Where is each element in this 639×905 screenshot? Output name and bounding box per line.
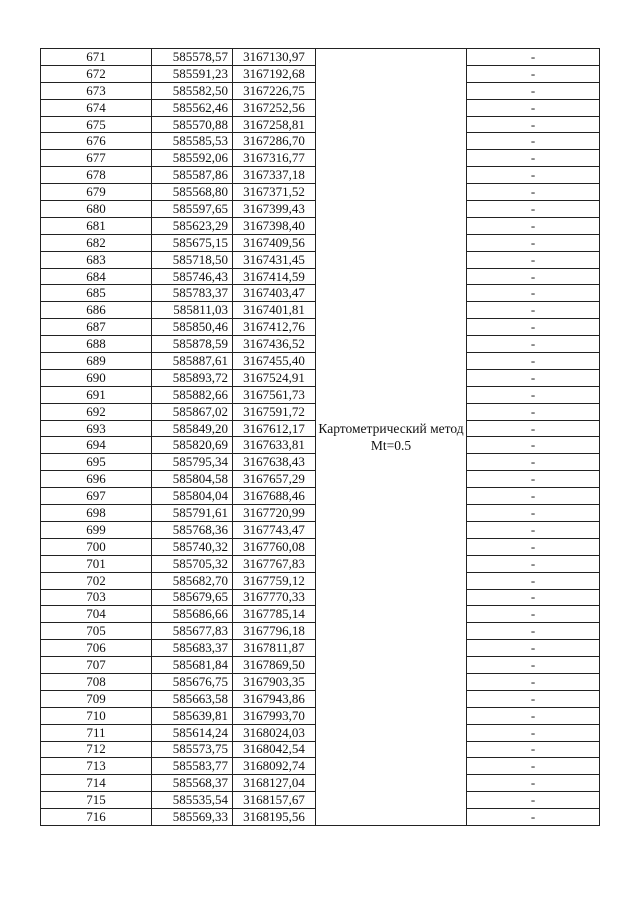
x-coordinate-cell: 585562,46 — [152, 99, 233, 116]
y-coordinate-cell: 3167657,29 — [233, 471, 316, 488]
point-number-cell: 688 — [41, 336, 152, 353]
point-number-cell: 697 — [41, 488, 152, 505]
x-coordinate-cell: 585663,58 — [152, 690, 233, 707]
y-coordinate-cell: 3167591,72 — [233, 403, 316, 420]
y-coordinate-cell: 3167743,47 — [233, 521, 316, 538]
note-cell: - — [467, 437, 600, 454]
y-coordinate-cell: 3167796,18 — [233, 623, 316, 640]
note-cell: - — [467, 217, 600, 234]
point-number-cell: 701 — [41, 555, 152, 572]
y-coordinate-cell: 3167785,14 — [233, 606, 316, 623]
y-coordinate-cell: 3167414,59 — [233, 268, 316, 285]
x-coordinate-cell: 585568,80 — [152, 184, 233, 201]
note-cell: - — [467, 150, 600, 167]
point-number-cell: 691 — [41, 386, 152, 403]
note-cell: - — [467, 116, 600, 133]
note-cell: - — [467, 201, 600, 218]
point-number-cell: 698 — [41, 505, 152, 522]
point-number-cell: 710 — [41, 707, 152, 724]
x-coordinate-cell: 585587,86 — [152, 167, 233, 184]
y-coordinate-cell: 3168157,67 — [233, 792, 316, 809]
note-cell: - — [467, 386, 600, 403]
point-number-cell: 714 — [41, 775, 152, 792]
note-cell: - — [467, 251, 600, 268]
x-coordinate-cell: 585568,37 — [152, 775, 233, 792]
x-coordinate-cell: 585811,03 — [152, 302, 233, 319]
x-coordinate-cell: 585878,59 — [152, 336, 233, 353]
y-coordinate-cell: 3168195,56 — [233, 809, 316, 826]
point-number-cell: 682 — [41, 234, 152, 251]
point-number-cell: 679 — [41, 184, 152, 201]
y-coordinate-cell: 3167903,35 — [233, 673, 316, 690]
note-cell: - — [467, 690, 600, 707]
note-cell: - — [467, 133, 600, 150]
note-cell: - — [467, 454, 600, 471]
point-number-cell: 708 — [41, 673, 152, 690]
note-cell: - — [467, 49, 600, 66]
point-number-cell: 671 — [41, 49, 152, 66]
x-coordinate-cell: 585783,37 — [152, 285, 233, 302]
y-coordinate-cell: 3167286,70 — [233, 133, 316, 150]
y-coordinate-cell: 3167638,43 — [233, 454, 316, 471]
note-cell: - — [467, 65, 600, 82]
y-coordinate-cell: 3167226,75 — [233, 82, 316, 99]
point-number-cell: 694 — [41, 437, 152, 454]
note-cell: - — [467, 538, 600, 555]
point-number-cell: 711 — [41, 724, 152, 741]
note-cell: - — [467, 82, 600, 99]
x-coordinate-cell: 585573,75 — [152, 741, 233, 758]
point-number-cell: 712 — [41, 741, 152, 758]
x-coordinate-cell: 585849,20 — [152, 420, 233, 437]
note-cell: - — [467, 623, 600, 640]
x-coordinate-cell: 585597,65 — [152, 201, 233, 218]
y-coordinate-cell: 3168024,03 — [233, 724, 316, 741]
y-coordinate-cell: 3167403,47 — [233, 285, 316, 302]
note-cell: - — [467, 369, 600, 386]
x-coordinate-cell: 585686,66 — [152, 606, 233, 623]
note-cell: - — [467, 505, 600, 522]
y-coordinate-cell: 3167943,86 — [233, 690, 316, 707]
y-coordinate-cell: 3167612,17 — [233, 420, 316, 437]
note-cell: - — [467, 268, 600, 285]
note-cell: - — [467, 792, 600, 809]
y-coordinate-cell: 3167371,52 — [233, 184, 316, 201]
x-coordinate-cell: 585585,53 — [152, 133, 233, 150]
note-cell: - — [467, 184, 600, 201]
y-coordinate-cell: 3167436,52 — [233, 336, 316, 353]
x-coordinate-cell: 585570,88 — [152, 116, 233, 133]
x-coordinate-cell: 585804,58 — [152, 471, 233, 488]
x-coordinate-cell: 585639,81 — [152, 707, 233, 724]
point-number-cell: 713 — [41, 758, 152, 775]
x-coordinate-cell: 585675,15 — [152, 234, 233, 251]
y-coordinate-cell: 3167431,45 — [233, 251, 316, 268]
point-number-cell: 675 — [41, 116, 152, 133]
note-cell: - — [467, 572, 600, 589]
point-number-cell: 716 — [41, 809, 152, 826]
point-number-cell: 683 — [41, 251, 152, 268]
point-number-cell: 692 — [41, 403, 152, 420]
y-coordinate-cell: 3167401,81 — [233, 302, 316, 319]
x-coordinate-cell: 585682,70 — [152, 572, 233, 589]
y-coordinate-cell: 3167811,87 — [233, 640, 316, 657]
x-coordinate-cell: 585882,66 — [152, 386, 233, 403]
note-cell: - — [467, 775, 600, 792]
point-number-cell: 674 — [41, 99, 152, 116]
note-cell: - — [467, 555, 600, 572]
x-coordinate-cell: 585893,72 — [152, 369, 233, 386]
note-cell: - — [467, 521, 600, 538]
point-number-cell: 676 — [41, 133, 152, 150]
x-coordinate-cell: 585569,33 — [152, 809, 233, 826]
coordinates-table — [40, 48, 600, 826]
y-coordinate-cell: 3168042,54 — [233, 741, 316, 758]
y-coordinate-cell: 3167252,56 — [233, 99, 316, 116]
point-number-cell: 703 — [41, 589, 152, 606]
x-coordinate-cell: 585867,02 — [152, 403, 233, 420]
y-coordinate-cell: 3167337,18 — [233, 167, 316, 184]
point-number-cell: 687 — [41, 319, 152, 336]
y-coordinate-cell: 3167633,81 — [233, 437, 316, 454]
point-number-cell: 707 — [41, 657, 152, 674]
y-coordinate-cell: 3167760,08 — [233, 538, 316, 555]
y-coordinate-cell: 3167316,77 — [233, 150, 316, 167]
point-number-cell: 677 — [41, 150, 152, 167]
y-coordinate-cell: 3167720,99 — [233, 505, 316, 522]
table-row — [41, 49, 600, 66]
y-coordinate-cell: 3167130,97 — [233, 49, 316, 66]
y-coordinate-cell: 3167869,50 — [233, 657, 316, 674]
y-coordinate-cell: 3167192,68 — [233, 65, 316, 82]
note-cell: - — [467, 420, 600, 437]
point-number-cell: 672 — [41, 65, 152, 82]
x-coordinate-cell: 585795,34 — [152, 454, 233, 471]
note-cell: - — [467, 640, 600, 657]
x-coordinate-cell: 585887,61 — [152, 353, 233, 370]
x-coordinate-cell: 585623,29 — [152, 217, 233, 234]
y-coordinate-cell: 3167398,40 — [233, 217, 316, 234]
x-coordinate-cell: 585592,06 — [152, 150, 233, 167]
y-coordinate-cell: 3167258,81 — [233, 116, 316, 133]
note-cell: - — [467, 758, 600, 775]
y-coordinate-cell: 3167770,33 — [233, 589, 316, 606]
note-cell: - — [467, 302, 600, 319]
point-number-cell: 700 — [41, 538, 152, 555]
y-coordinate-cell: 3168092,74 — [233, 758, 316, 775]
determination-method-cell: Картометрический метод Mt=0.5 — [316, 49, 467, 826]
point-number-cell: 673 — [41, 82, 152, 99]
y-coordinate-cell: 3167767,83 — [233, 555, 316, 572]
note-cell: - — [467, 353, 600, 370]
point-number-cell: 696 — [41, 471, 152, 488]
note-cell: - — [467, 167, 600, 184]
note-cell: - — [467, 234, 600, 251]
y-coordinate-cell: 3167409,56 — [233, 234, 316, 251]
point-number-cell: 709 — [41, 690, 152, 707]
point-number-cell: 705 — [41, 623, 152, 640]
note-cell: - — [467, 724, 600, 741]
note-cell: - — [467, 319, 600, 336]
x-coordinate-cell: 585791,61 — [152, 505, 233, 522]
point-number-cell: 690 — [41, 369, 152, 386]
y-coordinate-cell: 3167412,76 — [233, 319, 316, 336]
x-coordinate-cell: 585614,24 — [152, 724, 233, 741]
note-cell: - — [467, 809, 600, 826]
note-cell: - — [467, 285, 600, 302]
point-number-cell: 699 — [41, 521, 152, 538]
x-coordinate-cell: 585582,50 — [152, 82, 233, 99]
point-number-cell: 681 — [41, 217, 152, 234]
y-coordinate-cell: 3167399,43 — [233, 201, 316, 218]
x-coordinate-cell: 585740,32 — [152, 538, 233, 555]
note-cell: - — [467, 606, 600, 623]
y-coordinate-cell: 3167993,70 — [233, 707, 316, 724]
x-coordinate-cell: 585705,32 — [152, 555, 233, 572]
x-coordinate-cell: 585535,54 — [152, 792, 233, 809]
point-number-cell: 686 — [41, 302, 152, 319]
x-coordinate-cell: 585718,50 — [152, 251, 233, 268]
x-coordinate-cell: 585804,04 — [152, 488, 233, 505]
note-cell: - — [467, 488, 600, 505]
y-coordinate-cell: 3167524,91 — [233, 369, 316, 386]
note-cell: - — [467, 99, 600, 116]
y-coordinate-cell: 3167561,73 — [233, 386, 316, 403]
point-number-cell: 715 — [41, 792, 152, 809]
x-coordinate-cell: 585681,84 — [152, 657, 233, 674]
x-coordinate-cell: 585683,37 — [152, 640, 233, 657]
x-coordinate-cell: 585850,46 — [152, 319, 233, 336]
y-coordinate-cell: 3168127,04 — [233, 775, 316, 792]
point-number-cell: 685 — [41, 285, 152, 302]
point-number-cell: 678 — [41, 167, 152, 184]
coordinates-table-body — [41, 49, 600, 826]
note-cell: - — [467, 336, 600, 353]
x-coordinate-cell: 585591,23 — [152, 65, 233, 82]
x-coordinate-cell: 585583,77 — [152, 758, 233, 775]
x-coordinate-cell: 585746,43 — [152, 268, 233, 285]
note-cell: - — [467, 403, 600, 420]
y-coordinate-cell: 3167688,46 — [233, 488, 316, 505]
x-coordinate-cell: 585679,65 — [152, 589, 233, 606]
note-cell: - — [467, 471, 600, 488]
y-coordinate-cell: 3167455,40 — [233, 353, 316, 370]
x-coordinate-cell: 585578,57 — [152, 49, 233, 66]
x-coordinate-cell: 585676,75 — [152, 673, 233, 690]
y-coordinate-cell: 3167759,12 — [233, 572, 316, 589]
point-number-cell: 689 — [41, 353, 152, 370]
x-coordinate-cell: 585677,83 — [152, 623, 233, 640]
point-number-cell: 684 — [41, 268, 152, 285]
note-cell: - — [467, 741, 600, 758]
point-number-cell: 704 — [41, 606, 152, 623]
note-cell: - — [467, 589, 600, 606]
x-coordinate-cell: 585768,36 — [152, 521, 233, 538]
x-coordinate-cell: 585820,69 — [152, 437, 233, 454]
point-number-cell: 706 — [41, 640, 152, 657]
note-cell: - — [467, 707, 600, 724]
point-number-cell: 693 — [41, 420, 152, 437]
note-cell: - — [467, 673, 600, 690]
point-number-cell: 680 — [41, 201, 152, 218]
point-number-cell: 702 — [41, 572, 152, 589]
point-number-cell: 695 — [41, 454, 152, 471]
note-cell: - — [467, 657, 600, 674]
